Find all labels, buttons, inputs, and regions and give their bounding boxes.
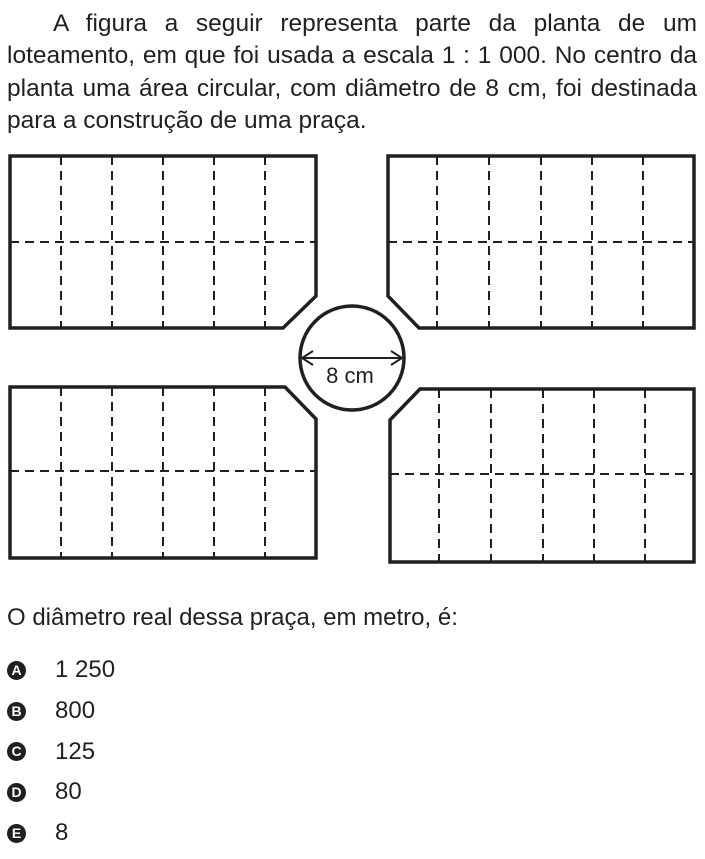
block-top-right [388,156,694,328]
block-bottom-right [390,389,694,562]
option-a-letter: A [7,661,26,680]
option-c-letter: C [7,742,26,761]
option-a[interactable] [7,650,115,691]
answer-options [7,650,115,853]
option-d[interactable] [7,772,115,813]
lot-plan-figure [0,148,705,568]
block-bottom-left [10,387,316,558]
option-b[interactable] [7,691,115,732]
option-e-text: 8 [55,819,69,847]
option-d-letter: D [7,783,26,802]
question-text: O diâmetro real dessa praça, em metro, é: [7,604,458,631]
option-e-letter: E [7,824,26,843]
option-c-text: 125 [55,737,96,765]
option-b-text: 800 [55,697,96,725]
block-top-left [10,156,316,328]
option-e[interactable] [7,813,115,854]
option-d-text: 80 [55,778,82,806]
problem-statement: A figura a seguir representa parte da planta de um loteamento, em que foi usada a escala 1 : 1 000. No centro da planta uma área circular, com diâmetro de 8 cm, foi destinada para a construção de uma praça. [7,10,697,134]
option-a-text: 1 250 [55,656,116,684]
diameter-label: 8 cm [326,363,374,388]
option-b-letter: B [7,702,26,721]
option-c[interactable] [7,731,115,772]
